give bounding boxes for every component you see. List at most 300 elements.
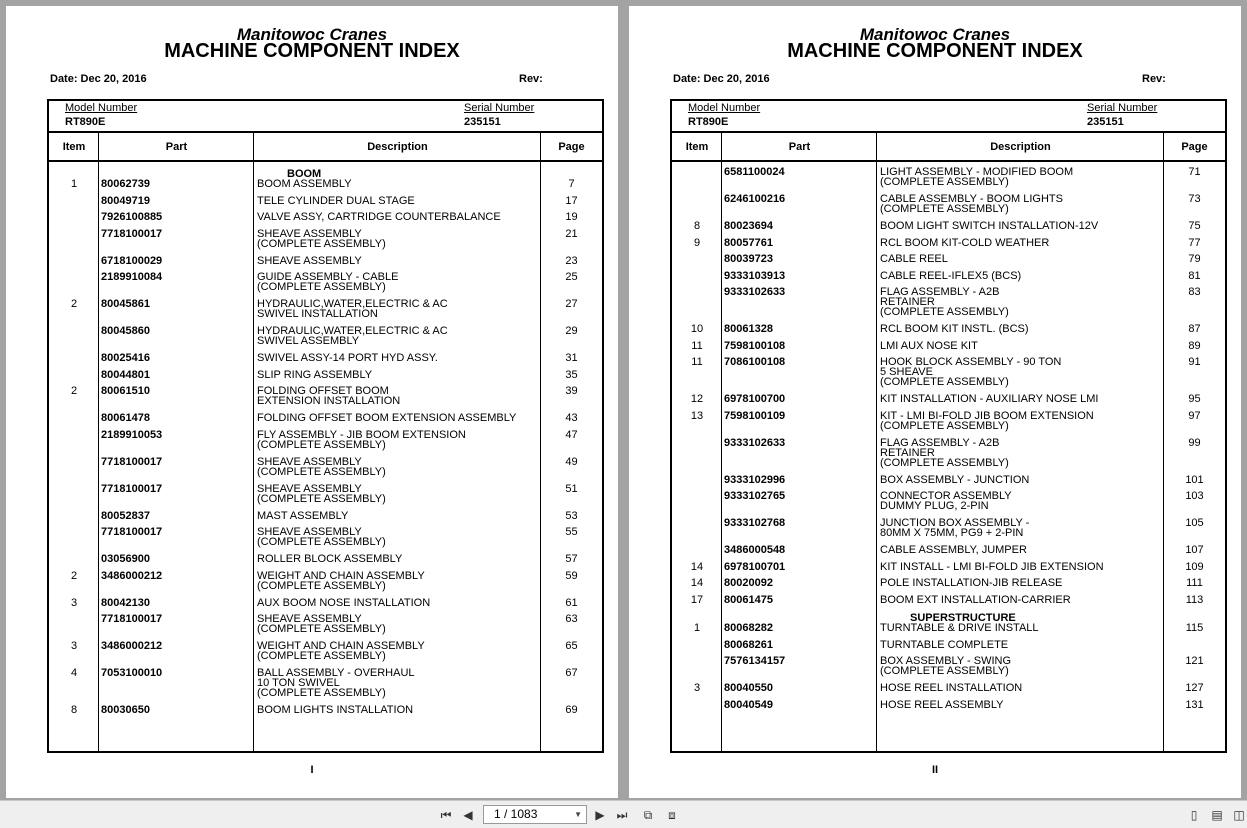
part-cell: 80042130 bbox=[101, 596, 150, 609]
page-cell: 35 bbox=[565, 368, 578, 381]
serial-number-value: 235151 bbox=[1087, 116, 1124, 128]
description-line: BOOM EXT INSTALLATION-CARRIER bbox=[880, 593, 1071, 606]
part-cell: 9333102633 bbox=[724, 286, 786, 298]
page-cell: 29 bbox=[565, 325, 578, 337]
description-line: LIGHT ASSEMBLY - MODIFIED BOOM bbox=[880, 166, 1074, 178]
description-cell bbox=[257, 196, 542, 206]
description-cell bbox=[880, 411, 1165, 431]
table-row bbox=[49, 196, 602, 213]
model-number-label: Model Number bbox=[65, 102, 138, 114]
description-cell bbox=[880, 491, 1165, 511]
date-label: Date: Dec 20, 2016 bbox=[50, 73, 147, 85]
description-line: RETAINER bbox=[880, 296, 935, 308]
page-cell: 51 bbox=[565, 482, 578, 495]
page-cell: 65 bbox=[565, 640, 578, 652]
company-name: Manitowoc Cranes bbox=[236, 25, 388, 44]
description-line: TURNTABLE COMPLETE bbox=[880, 638, 1009, 651]
table-row bbox=[49, 353, 602, 370]
part-cell: 80049719 bbox=[101, 194, 150, 207]
table-row bbox=[672, 518, 1225, 545]
page-cell: 95 bbox=[1188, 393, 1201, 405]
table-row bbox=[49, 668, 602, 705]
description-line: DUMMY PLUG, 2-PIN bbox=[880, 500, 989, 512]
document-title: MACHINE COMPONENT INDEX bbox=[164, 40, 460, 62]
item-cell: 11 bbox=[691, 339, 703, 352]
description-line: TELE CYLINDER DUAL STAGE bbox=[257, 194, 415, 207]
part-cell: 80044801 bbox=[101, 368, 150, 381]
table-row bbox=[672, 595, 1225, 612]
description-line: MAST ASSEMBLY bbox=[257, 509, 349, 522]
item-cell: 1 bbox=[693, 622, 701, 634]
page-indicator: 1 / 1083 bbox=[494, 807, 538, 821]
table-row bbox=[672, 238, 1225, 255]
table-row bbox=[672, 656, 1225, 683]
page-cell: 67 bbox=[565, 667, 578, 679]
page-cell: 103 bbox=[1185, 490, 1204, 502]
description-line: (COMPLETE ASSEMBLY) bbox=[257, 281, 386, 293]
page-number-input[interactable] bbox=[483, 805, 587, 824]
description-line: KIT - LMI BI-FOLD JIB BOOM EXTENSION bbox=[880, 409, 1094, 422]
description-cell bbox=[880, 545, 1165, 555]
index-table bbox=[670, 99, 1227, 753]
table-row bbox=[672, 194, 1225, 221]
description-cell bbox=[880, 357, 1165, 387]
page-cell: 101 bbox=[1185, 473, 1204, 486]
description-cell bbox=[880, 394, 1165, 404]
description-line: HOOK BLOCK ASSEMBLY - 90 TON bbox=[880, 356, 1062, 368]
page-cell: 109 bbox=[1185, 560, 1204, 573]
divider bbox=[672, 131, 1225, 133]
part-cell: 80068282 bbox=[724, 622, 773, 634]
description-cell bbox=[880, 238, 1165, 248]
part-cell: 80023694 bbox=[724, 220, 773, 232]
item-cell: 10 bbox=[690, 323, 704, 335]
part-cell: 2189910053 bbox=[101, 428, 163, 441]
page-cell: 23 bbox=[565, 254, 578, 267]
item-cell: 14 bbox=[690, 577, 704, 589]
description-line: FLAG ASSEMBLY - A2B bbox=[880, 436, 1000, 449]
description-cell bbox=[880, 640, 1165, 650]
first-page-icon[interactable]: ⏮ bbox=[440, 808, 452, 822]
table-row bbox=[672, 683, 1225, 700]
table-row bbox=[49, 705, 602, 722]
column-header-part: Part bbox=[788, 141, 811, 153]
part-cell: 80061510 bbox=[101, 385, 150, 397]
item-cell: 9 bbox=[693, 236, 701, 249]
description-line: SHEAVE ASSEMBLY bbox=[257, 482, 362, 495]
table-row bbox=[672, 700, 1225, 717]
company-name: Manitowoc Cranes bbox=[859, 25, 1011, 44]
chevron-down-icon[interactable]: ▼ bbox=[574, 810, 582, 819]
description-line: (COMPLETE ASSEMBLY) bbox=[880, 665, 1009, 677]
column-header-description: Description bbox=[367, 141, 428, 153]
description-line: HYDRAULIC,WATER,ELECTRIC & AC bbox=[257, 298, 448, 310]
description-cell bbox=[257, 229, 542, 249]
table-rows bbox=[672, 167, 1225, 716]
part-cell: 80045860 bbox=[101, 325, 150, 337]
part-cell: 6978100701 bbox=[724, 560, 786, 573]
page-cell: 57 bbox=[565, 553, 578, 565]
description-line: BOX ASSEMBLY - JUNCTION bbox=[880, 473, 1030, 486]
description-line: (COMPLETE ASSEMBLY) bbox=[257, 623, 386, 635]
description-line: SHEAVE ASSEMBLY bbox=[257, 227, 362, 240]
description-line: (COMPLETE ASSEMBLY) bbox=[257, 650, 386, 662]
description-line: (COMPLETE ASSEMBLY) bbox=[257, 492, 386, 505]
description-line: HOSE REEL ASSEMBLY bbox=[880, 698, 1004, 711]
table-row bbox=[49, 326, 602, 353]
continuous-view-icon[interactable]: ▤ bbox=[1211, 808, 1223, 822]
page-cell: 43 bbox=[565, 412, 578, 424]
part-cell: 9333102633 bbox=[724, 436, 786, 449]
part-cell: 80052837 bbox=[101, 509, 150, 522]
column-header-part: Part bbox=[165, 141, 188, 153]
description-cell bbox=[880, 194, 1165, 214]
description-cell bbox=[880, 518, 1165, 538]
table-row bbox=[49, 229, 602, 256]
table-row bbox=[49, 212, 602, 229]
table-row bbox=[49, 386, 602, 413]
page-cell: 61 bbox=[565, 596, 578, 609]
page-cell: 7 bbox=[568, 178, 575, 190]
item-cell: 4 bbox=[70, 667, 78, 679]
rev-label: Rev: bbox=[1142, 73, 1166, 85]
description-line: SWIVEL ASSY-14 PORT HYD ASSY. bbox=[257, 352, 438, 364]
table-row bbox=[672, 221, 1225, 238]
part-cell: 80061328 bbox=[724, 323, 773, 335]
description-cell bbox=[880, 324, 1165, 334]
table-row bbox=[672, 640, 1225, 657]
part-cell: 3486000548 bbox=[724, 544, 786, 556]
table-row bbox=[672, 438, 1225, 475]
two-page-view-icon[interactable]: ◫ bbox=[1233, 808, 1245, 822]
table-row bbox=[49, 527, 602, 554]
description-cell bbox=[257, 430, 542, 450]
serial-number-label: Serial Number bbox=[464, 102, 535, 114]
description-line: WEIGHT AND CHAIN ASSEMBLY bbox=[257, 569, 425, 582]
document-page-2 bbox=[629, 6, 1241, 798]
page-cell: 73 bbox=[1188, 193, 1201, 205]
part-cell: 80057761 bbox=[724, 236, 773, 249]
page-cell: 107 bbox=[1185, 544, 1204, 556]
part-cell: 9333102768 bbox=[724, 517, 786, 529]
description-line: (COMPLETE ASSEMBLY) bbox=[257, 237, 386, 250]
table-row bbox=[49, 614, 602, 641]
description-line: HYDRAULIC,WATER,ELECTRIC & AC bbox=[257, 325, 448, 337]
description-line: SHEAVE ASSEMBLY bbox=[257, 455, 362, 468]
page-cell: 39 bbox=[565, 385, 578, 397]
description-cell bbox=[257, 179, 542, 189]
description-line: FOLDING OFFSET BOOM bbox=[257, 385, 389, 397]
model-number-value: RT890E bbox=[688, 116, 729, 128]
description-line: SWIVEL INSTALLATION bbox=[257, 308, 378, 320]
page-cell: 99 bbox=[1188, 436, 1201, 449]
part-cell: 80068261 bbox=[724, 638, 773, 651]
item-cell: 14 bbox=[690, 560, 704, 573]
description-line: FLAG ASSEMBLY - A2B bbox=[880, 286, 1000, 298]
item-cell: 8 bbox=[693, 220, 701, 232]
description-line: CABLE REEL-IFLEX5 (BCS) bbox=[880, 269, 1022, 282]
description-cell bbox=[880, 287, 1165, 317]
table-row bbox=[49, 457, 602, 484]
part-cell: 3486000212 bbox=[101, 640, 163, 652]
description-line: CABLE REEL bbox=[880, 253, 948, 265]
table-row bbox=[672, 562, 1225, 579]
table-row bbox=[672, 167, 1225, 194]
page-cell: 79 bbox=[1188, 253, 1201, 265]
table-row bbox=[49, 641, 602, 668]
description-cell bbox=[257, 598, 542, 608]
description-line: (COMPLETE ASSEMBLY) bbox=[257, 465, 386, 478]
page-cell: 131 bbox=[1185, 698, 1204, 711]
table-row bbox=[49, 179, 602, 196]
description-line: RCL BOOM KIT-COLD WEATHER bbox=[880, 236, 1050, 249]
serial-number-value: 235151 bbox=[464, 116, 501, 128]
description-line: RCL BOOM KIT INSTL. (BCS) bbox=[880, 323, 1029, 335]
page-cell: 91 bbox=[1188, 356, 1201, 368]
part-cell: 7926100885 bbox=[101, 211, 163, 223]
description-line: (COMPLETE ASSEMBLY) bbox=[880, 306, 1009, 318]
description-line: SLIP RING ASSEMBLY bbox=[257, 368, 373, 381]
page-cell: 81 bbox=[1188, 269, 1201, 282]
description-cell bbox=[257, 705, 542, 715]
description-cell bbox=[257, 668, 542, 698]
part-cell: 80040550 bbox=[724, 682, 773, 694]
previous-page-icon[interactable]: ◀ bbox=[463, 808, 473, 822]
table-row bbox=[672, 254, 1225, 271]
description-line: FLY ASSEMBLY - JIB BOOM EXTENSION bbox=[257, 428, 466, 441]
part-cell: 80039723 bbox=[724, 253, 773, 265]
description-line: JUNCTION BOX ASSEMBLY - bbox=[880, 517, 1030, 529]
description-cell bbox=[257, 326, 542, 346]
description-line: CABLE ASSEMBLY, JUMPER bbox=[880, 544, 1027, 556]
page-cell: 55 bbox=[565, 526, 578, 538]
table-row bbox=[672, 271, 1225, 288]
part-cell: 80025416 bbox=[101, 352, 150, 364]
description-line: KIT INSTALL - LMI BI-FOLD JIB EXTENSION bbox=[880, 560, 1104, 573]
table-row bbox=[49, 571, 602, 598]
description-line: (COMPLETE ASSEMBLY) bbox=[880, 419, 1009, 432]
part-cell: 7086100108 bbox=[724, 356, 786, 368]
page-cell: 21 bbox=[565, 227, 578, 240]
description-line: AUX BOOM NOSE INSTALLATION bbox=[257, 596, 431, 609]
part-cell: 3486000212 bbox=[101, 569, 163, 582]
table-row bbox=[672, 491, 1225, 518]
item-cell: 3 bbox=[70, 640, 78, 652]
table-row bbox=[49, 272, 602, 299]
description-cell bbox=[257, 299, 542, 319]
part-cell: 6581100024 bbox=[724, 166, 785, 178]
page-cell: 75 bbox=[1188, 220, 1201, 232]
description-cell bbox=[880, 271, 1165, 281]
fit-page-icon[interactable]: ⧉ bbox=[643, 808, 653, 822]
item-cell: 8 bbox=[70, 704, 78, 716]
table-row bbox=[49, 554, 602, 571]
part-cell: 2189910084 bbox=[101, 271, 163, 283]
description-cell bbox=[880, 578, 1165, 588]
item-cell: 1 bbox=[70, 178, 78, 190]
description-line: BALL ASSEMBLY - OVERHAUL bbox=[257, 667, 415, 679]
divider bbox=[49, 160, 602, 162]
description-cell bbox=[257, 353, 542, 363]
page-cell: 59 bbox=[565, 569, 578, 582]
table-row bbox=[49, 598, 602, 615]
column-header-page: Page bbox=[558, 141, 585, 153]
part-cell: 7576134157 bbox=[724, 655, 786, 667]
part-cell: 6718100029 bbox=[101, 254, 163, 267]
part-cell: 7718100017 bbox=[101, 613, 163, 625]
description-line: KIT INSTALLATION - AUXILIARY NOSE LMI bbox=[880, 393, 1099, 405]
page-cell: 25 bbox=[565, 271, 578, 283]
part-cell: 7718100017 bbox=[101, 526, 163, 538]
description-line: BOOM ASSEMBLY bbox=[257, 178, 352, 190]
part-cell: 80062739 bbox=[101, 178, 150, 190]
model-number-value: RT890E bbox=[65, 116, 106, 128]
table-row bbox=[49, 413, 602, 430]
part-cell: 80040549 bbox=[724, 698, 773, 711]
item-cell: 11 bbox=[691, 356, 703, 368]
page-cell: 31 bbox=[565, 352, 578, 364]
description-line: VALVE ASSY, CARTRIDGE COUNTERBALANCE bbox=[257, 211, 501, 223]
page-cell: 53 bbox=[565, 509, 578, 522]
rev-label: Rev: bbox=[519, 73, 543, 85]
description-line: SHEAVE ASSEMBLY bbox=[257, 254, 362, 267]
fit-width-icon[interactable]: ⧈ bbox=[668, 808, 676, 822]
page-cell: 27 bbox=[565, 298, 578, 310]
description-cell bbox=[880, 341, 1165, 351]
description-line: EXTENSION INSTALLATION bbox=[257, 395, 401, 407]
description-cell bbox=[257, 272, 542, 292]
table-row bbox=[49, 511, 602, 528]
part-cell: 80045861 bbox=[101, 298, 150, 310]
description-cell bbox=[880, 167, 1165, 187]
description-cell bbox=[880, 700, 1165, 710]
page-number: I bbox=[310, 764, 314, 776]
page-cell: 113 bbox=[1185, 593, 1204, 606]
single-page-view-icon[interactable]: ▯ bbox=[1190, 808, 1198, 822]
section-heading: SUPERSTRUCTURE bbox=[910, 612, 1016, 624]
item-cell: 2 bbox=[70, 385, 78, 397]
description-line: BOOM LIGHTS INSTALLATION bbox=[257, 704, 414, 716]
item-cell: 12 bbox=[690, 393, 704, 405]
description-line: TURNTABLE & DRIVE INSTALL bbox=[880, 622, 1039, 634]
description-line: HOSE REEL INSTALLATION bbox=[880, 682, 1023, 694]
description-line: POLE INSTALLATION-JIB RELEASE bbox=[880, 577, 1063, 589]
description-cell bbox=[257, 256, 542, 266]
table-row bbox=[672, 411, 1225, 438]
description-cell bbox=[257, 457, 542, 477]
column-header-description: Description bbox=[990, 141, 1051, 153]
description-line: RETAINER bbox=[880, 446, 935, 459]
description-cell bbox=[257, 641, 542, 661]
section-heading: BOOM bbox=[287, 168, 322, 180]
description-cell bbox=[257, 554, 542, 564]
part-cell: 80020092 bbox=[724, 577, 773, 589]
page-cell: 49 bbox=[565, 455, 578, 468]
description-line: BOOM LIGHT SWITCH INSTALLATION-12V bbox=[880, 220, 1099, 232]
part-cell: 03056900 bbox=[101, 553, 150, 565]
next-page-icon[interactable]: ▶ bbox=[595, 808, 605, 822]
description-cell bbox=[257, 386, 542, 406]
description-line: (COMPLETE ASSEMBLY) bbox=[257, 536, 386, 548]
page-cell: 127 bbox=[1185, 682, 1204, 694]
part-cell: 6246100216 bbox=[724, 193, 786, 205]
page-cell: 89 bbox=[1188, 339, 1201, 352]
description-line: SHEAVE ASSEMBLY bbox=[257, 613, 362, 625]
description-line: (COMPLETE ASSEMBLY) bbox=[257, 579, 386, 592]
description-line: CABLE ASSEMBLY - BOOM LIGHTS bbox=[880, 193, 1063, 205]
description-line: WEIGHT AND CHAIN ASSEMBLY bbox=[257, 640, 425, 652]
table-row bbox=[672, 623, 1225, 640]
part-cell: 7598100108 bbox=[724, 339, 786, 352]
description-line: (COMPLETE ASSEMBLY) bbox=[257, 687, 386, 699]
part-cell: 7053100010 bbox=[101, 667, 163, 679]
description-line: (COMPLETE ASSEMBLY) bbox=[880, 203, 1009, 215]
description-cell bbox=[880, 254, 1165, 264]
item-cell: 3 bbox=[70, 596, 78, 609]
description-cell bbox=[880, 221, 1165, 231]
part-cell: 7598100109 bbox=[724, 409, 786, 422]
description-cell bbox=[257, 212, 542, 222]
description-cell bbox=[880, 562, 1165, 572]
page-cell: 77 bbox=[1188, 236, 1201, 249]
description-line: (COMPLETE ASSEMBLY) bbox=[880, 376, 1009, 388]
description-cell bbox=[880, 595, 1165, 605]
page-cell: 87 bbox=[1188, 323, 1201, 335]
part-cell: 80061478 bbox=[101, 412, 150, 424]
item-cell: 13 bbox=[690, 409, 704, 422]
page-cell: 69 bbox=[565, 704, 578, 716]
divider bbox=[672, 160, 1225, 162]
date-label: Date: Dec 20, 2016 bbox=[673, 73, 770, 85]
last-page-icon[interactable]: ⏭ bbox=[616, 808, 628, 822]
page-cell: 83 bbox=[1188, 286, 1201, 298]
description-cell bbox=[257, 527, 542, 547]
description-cell bbox=[880, 475, 1165, 485]
table-row bbox=[672, 545, 1225, 562]
description-cell bbox=[257, 413, 542, 423]
table-row bbox=[672, 324, 1225, 341]
description-line: LMI AUX NOSE KIT bbox=[880, 339, 978, 352]
table-row bbox=[672, 287, 1225, 324]
description-cell bbox=[880, 623, 1165, 633]
page-cell: 115 bbox=[1185, 622, 1204, 634]
description-line: CONNECTOR ASSEMBLY bbox=[880, 490, 1012, 502]
description-cell bbox=[257, 370, 542, 380]
item-cell: 2 bbox=[70, 569, 78, 582]
table-row bbox=[672, 357, 1225, 394]
page-cell: 47 bbox=[565, 428, 578, 441]
description-line: 80MM X 75MM, PG9 + 2-PIN bbox=[880, 527, 1024, 539]
page-cell: 19 bbox=[565, 211, 578, 223]
description-line: BOX ASSEMBLY - SWING bbox=[880, 655, 1012, 667]
description-line: 10 TON SWIVEL bbox=[257, 677, 340, 689]
table-row bbox=[672, 578, 1225, 595]
description-cell bbox=[257, 484, 542, 504]
description-cell bbox=[880, 438, 1165, 468]
description-line: 5 SHEAVE bbox=[880, 366, 933, 378]
item-cell: 17 bbox=[690, 593, 704, 606]
table-row bbox=[49, 484, 602, 511]
serial-number-label: Serial Number bbox=[1087, 102, 1158, 114]
page-cell: 17 bbox=[565, 194, 578, 207]
part-cell: 9333102765 bbox=[724, 490, 786, 502]
description-line: GUIDE ASSEMBLY - CABLE bbox=[257, 271, 399, 283]
description-line: SWIVEL ASSEMBLY bbox=[257, 335, 360, 347]
description-line: FOLDING OFFSET BOOM EXTENSION ASSEMBLY bbox=[257, 412, 517, 424]
document-page-1 bbox=[6, 6, 618, 798]
description-cell bbox=[257, 511, 542, 521]
item-cell: 2 bbox=[70, 298, 78, 310]
